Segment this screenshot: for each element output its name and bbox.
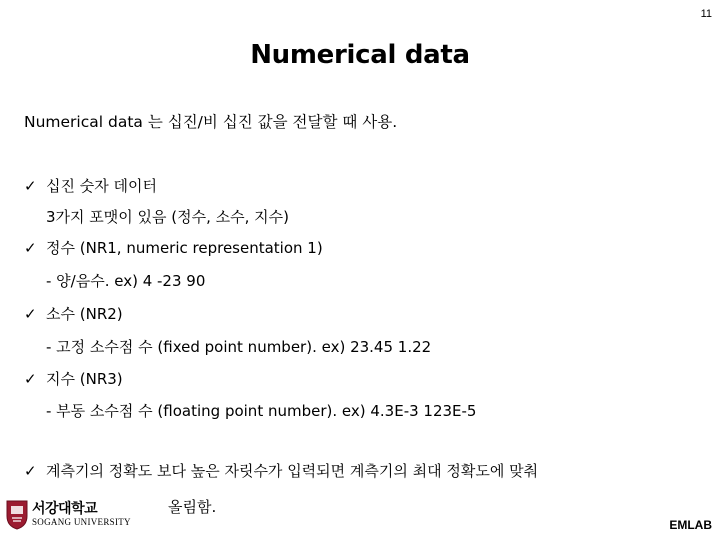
check-mark-icon: ✓ <box>24 177 37 195</box>
bullet-heading: 지수 (NR3) <box>46 370 123 388</box>
bullet-heading: 정수 (NR1, numeric representation 1) <box>46 239 323 257</box>
bullet-heading: 십진 숫자 데이터 <box>46 177 157 195</box>
bullet-detail: 3가지 포맷이 있음 (정수, 소수, 지수) <box>46 208 289 226</box>
check-mark-icon: ✓ <box>24 462 37 480</box>
lab-label: EMLAB <box>669 518 712 532</box>
bullet-detail: - 고정 소수점 수 (fixed point number). ex) 23.45 1.22 <box>46 338 432 356</box>
bullet-heading: 계측기의 정확도 보다 높은 자릿수가 입력되면 계측기의 최대 정확도에 맞춰 <box>46 462 539 480</box>
intro-text: Numerical data 는 십진/비 십진 값을 전달할 때 사용. <box>24 113 398 131</box>
logo-korean-text: 서강대학교 <box>32 501 98 517</box>
university-logo <box>6 498 141 532</box>
bullet-integer <box>24 237 323 258</box>
bullet-exponent <box>24 368 123 389</box>
bullet-detail: 올림함. <box>168 498 217 516</box>
bullet-decimal-data <box>24 175 157 196</box>
page-number: 11 <box>700 8 712 20</box>
logo-english-text: SOGANG UNIVERSITY <box>32 517 131 527</box>
bullet-detail: - 부동 소수점 수 (floating point number). ex) 4.3E-3 123E-5 <box>46 402 477 420</box>
bullet-decimal-fraction <box>24 303 123 324</box>
check-mark-icon: ✓ <box>24 370 37 388</box>
bullet-detail: - 양/음수. ex) 4 -23 90 <box>46 272 206 290</box>
university-crest-icon <box>6 500 28 530</box>
slide-title: Numerical data <box>250 40 470 70</box>
bullet-precision-rounding <box>24 460 538 481</box>
bullet-heading: 소수 (NR2) <box>46 305 123 323</box>
check-mark-icon: ✓ <box>24 305 37 323</box>
check-mark-icon: ✓ <box>24 239 37 257</box>
